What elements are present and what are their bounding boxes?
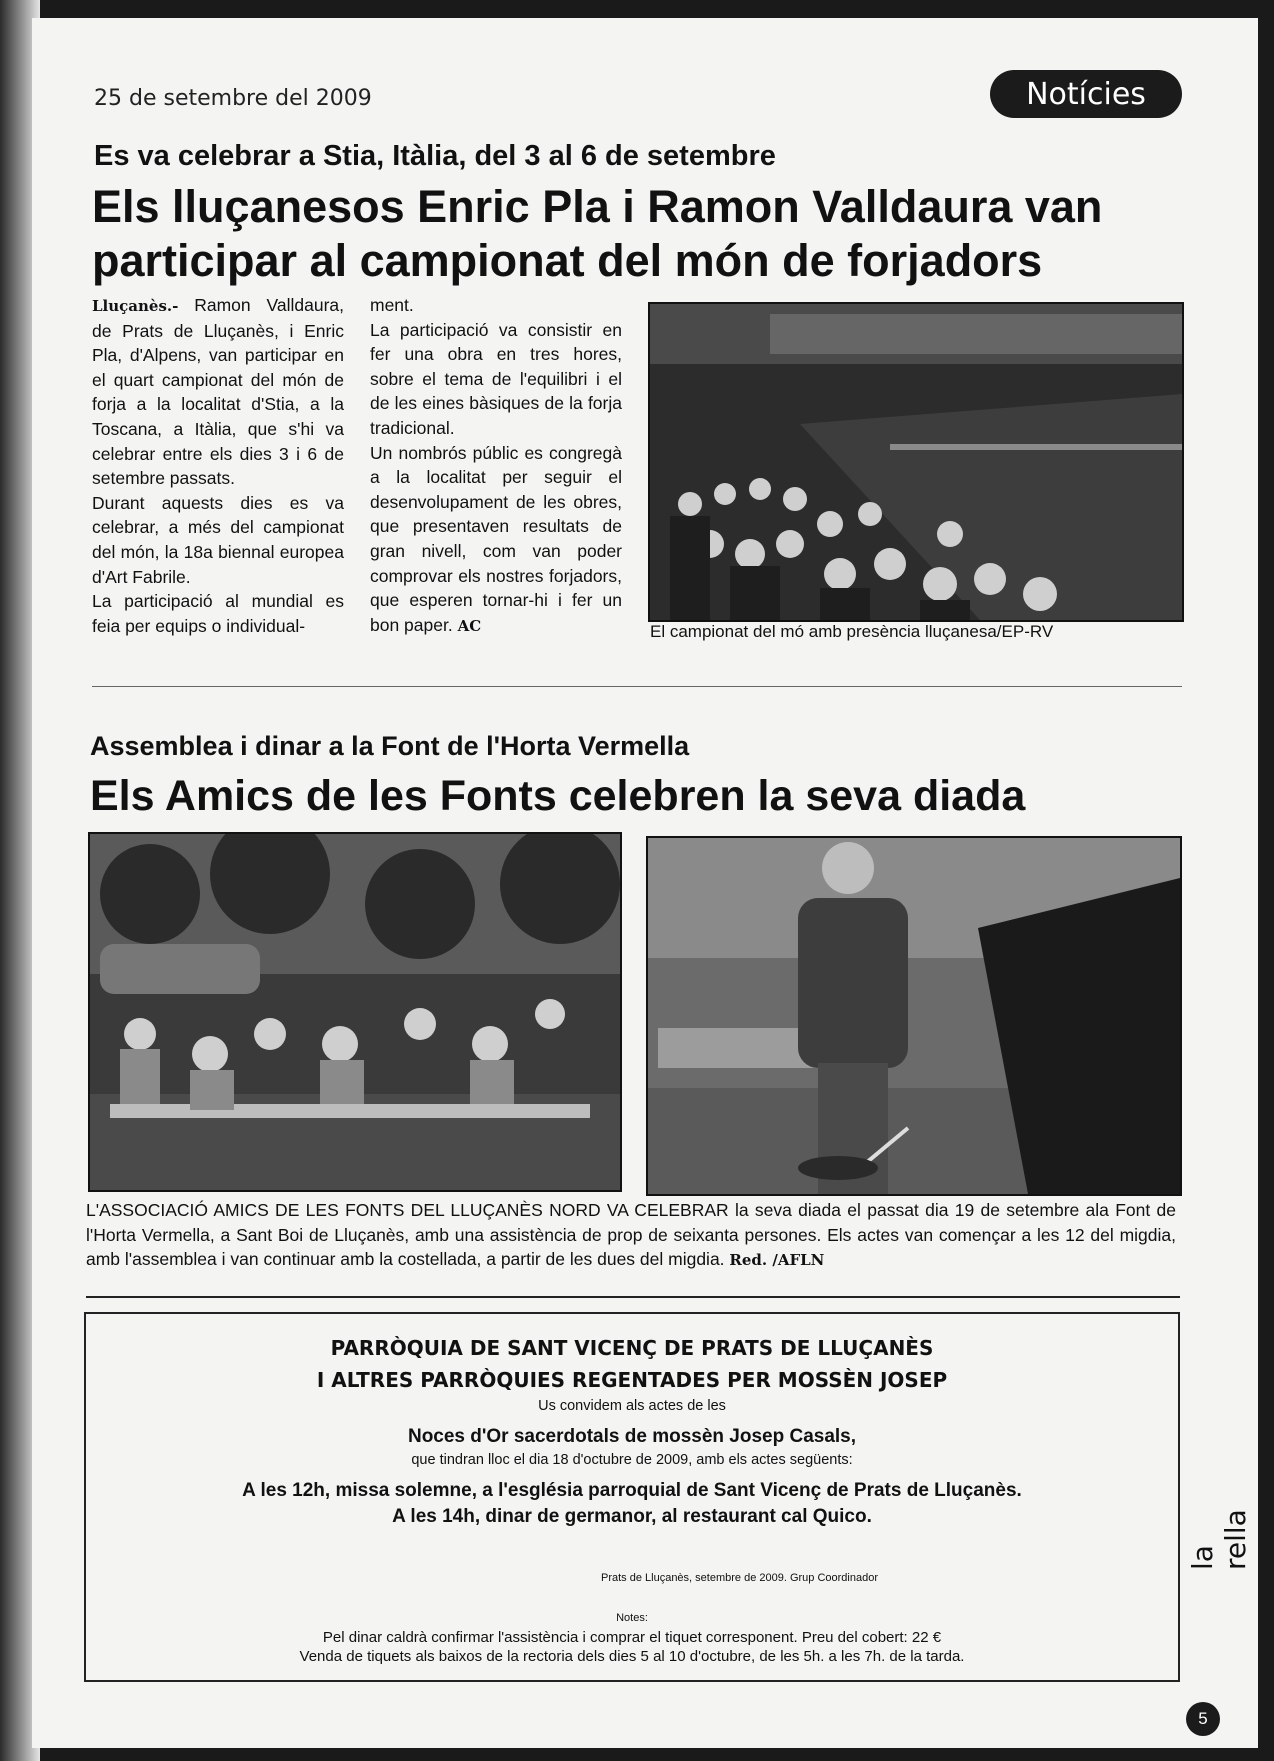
notice-event: Noces d'Or sacerdotals de mossèn Josep Casals, [407,1426,857,1447]
divider [92,686,1182,687]
article1-column-1 [92,293,344,638]
section-badge: Notícies [990,70,1182,118]
article1-headline: Els lluçanesos Enric Pla i Ramon Valldaura van participar al campionat del món de forjadors [92,181,1103,286]
article1-paragraph: Ramon Valldaura, de Prats de Lluçanès, i Enric Pla, d'Alpens, van participar en el quart campionat del món de forja a la localitat d'Stia, a la Toscana, a Itàlia, que s'hi va celebrar entre els dies 3 i 6 de setembre passats. [92,295,344,489]
forging-championship-photo [648,302,1184,622]
notice-note: Venda de tiquets als baixos de la rectoria dels dies 5 al 10 d'octubre, de les 5h. a les 7h. de la tarda. [299,1648,965,1665]
parish-notice-box [84,1312,1180,1682]
article1-kicker: Es va celebrar a Stia, Itàlia, del 3 al 6 de setembre [94,140,776,172]
article2-signature: Red. /AFLN [729,1251,825,1269]
article2-headline: Els Amics de les Fonts celebren la seva diada [90,772,1026,820]
notice-title: I ALTRES PARRÒQUIES REGENTADES PER MOSSÈN JOSEP [316,1368,948,1392]
issue-date: 25 de setembre del 2009 [94,86,372,111]
notice-date: que tindran lloc el dia 18 d'octubre de 2009, amb els actes següents: [411,1452,853,1468]
article2-kicker: Assemblea i dinar a la Font de l'Horta Vermella [90,731,690,761]
notice-act: A les 14h, dinar de germanor, al restaurant cal Quico. [392,1506,872,1527]
article2-body [86,1198,1176,1273]
photo-caption: El campionat del mó amb presència lluçanesa/EP-RV [650,622,1054,641]
page-number: 5 [1186,1702,1220,1736]
article1-paragraph: Un nombrós públic es congregà a la localitat per seguir el desenvolupament de les obres, que presentaven resultats de gran nivell, com van poder comprovar els nostres forjadors, que esperen tornar-hi i fer un bon paper. [370,442,622,635]
article1-dateline: Lluçanès.- [92,297,179,315]
article1-paragraph: La participació va consistir en fer una obra en tres hores, sobre el tema de l'equilibri i el de les eines bàsiques de la forja tradicional. [370,319,622,438]
article2-text: la seva diada el passat dia 19 de setembre ala Font de l'Horta Vermella, a Sant Boi de Lluçanès, amb una assistència de prop de seixanta persones. Els actes van començar a les 12 del migdia, amb l'assemblea i van continuar amb la costellada, a partir de les dues del migdia. [86,1200,1177,1269]
article2-lead: L'ASSOCIACIÓ AMICS DE LES FONTS DEL LLUÇANÈS NORD VA CELEBRAR [86,1200,729,1220]
article1-signature: AC [457,616,482,635]
article1-paragraph: ment. [370,295,414,315]
picnic-photo [88,832,622,1192]
notice-notes-label: Notes: [616,1612,648,1624]
article1-paragraph: La participació al mundial es feia per equips o individual- [92,591,344,636]
barbecue-photo [646,836,1182,1196]
notice-note: Pel dinar caldrà confirmar l'assistència i comprar el tiquet corresponent. Preu del cobert: 22 € [322,1629,942,1646]
notice-invite: Us convidem als actes de les [538,1398,726,1414]
notice-act: A les 12h, missa solemne, a l'església parroquial de Sant Vicenç de Prats de Lluçanès. [242,1480,1022,1501]
article1-column-2 [370,293,622,638]
divider [86,1296,1180,1298]
notice-signoff: Prats de Lluçanès, setembre de 2009. Grup Coordinador [601,1572,878,1584]
publication-name: la rella [1186,1509,1252,1570]
notice-title: PARRÒQUIA DE SANT VICENÇ DE PRATS DE LLUÇANÈS [330,1336,934,1360]
notice-notes [86,1628,1178,1666]
article1-paragraph: Durant aquests dies es va celebrar, a més del campionat del món, la 18a biennal europea d'Art Fabrile. [92,492,344,587]
